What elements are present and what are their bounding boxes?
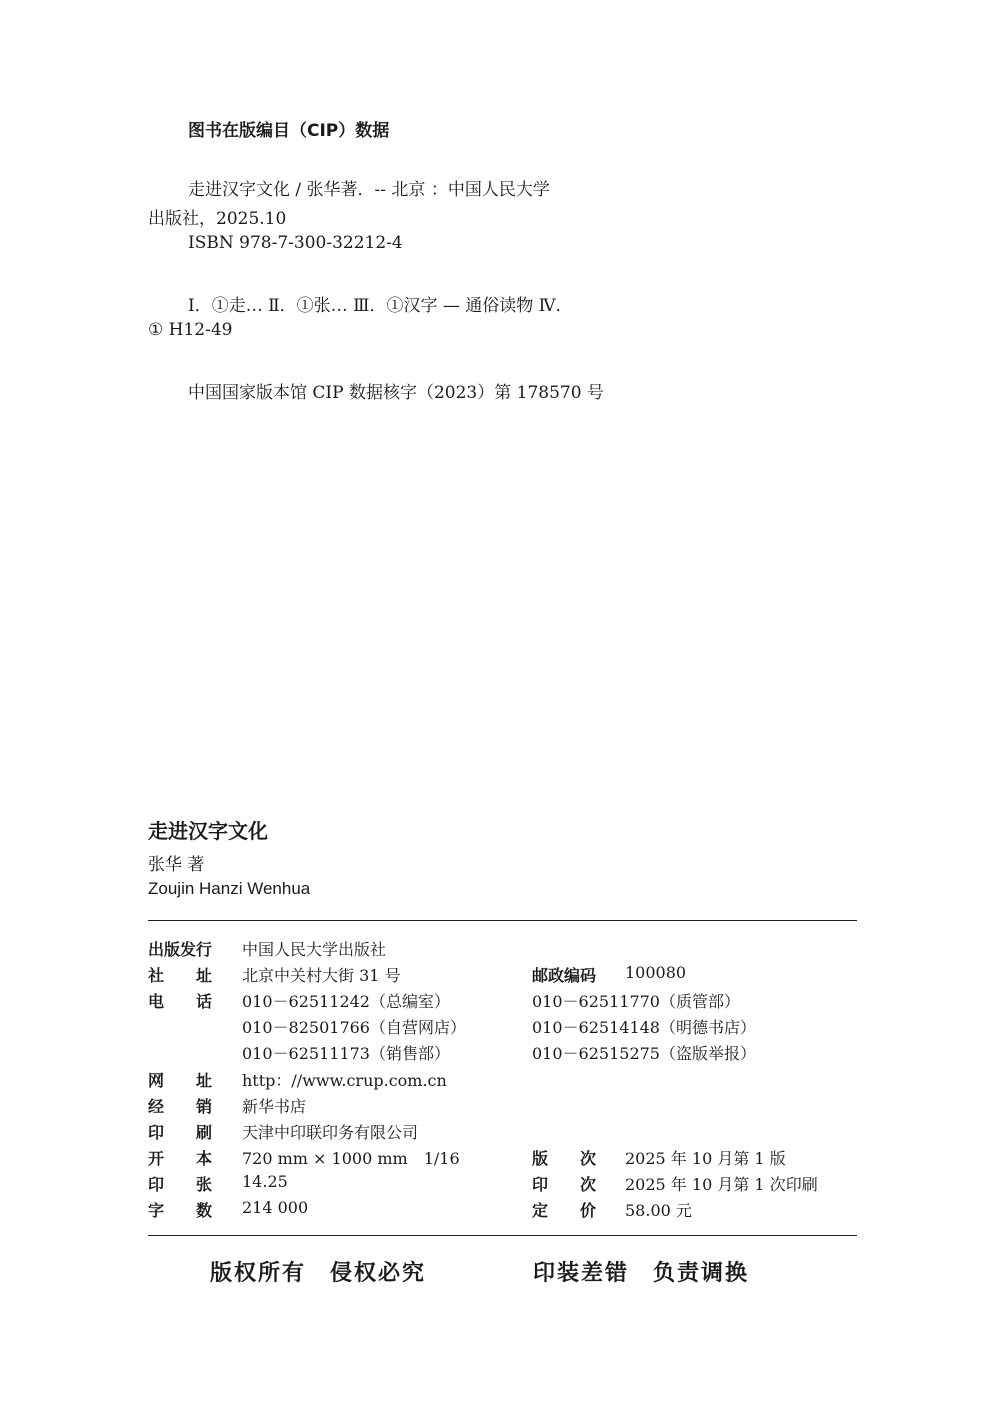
printing-label: 印 次 — [532, 1175, 597, 1194]
address-value: 北京中关村大街 31 号 — [242, 966, 401, 985]
phone-piracy-report: 010－62515275（盗版举报） — [532, 1044, 756, 1063]
edition-value: 2025 年 10 月第 1 版 — [625, 1149, 786, 1168]
website-label: 网 址 — [148, 1071, 213, 1090]
website-link[interactable]: http：//www.crup.com.cn — [242, 1071, 447, 1090]
address-label: 社 址 — [148, 966, 213, 985]
format-label: 开 本 — [148, 1149, 213, 1168]
cip-line-classification: ① H12-49 — [148, 320, 233, 340]
top-divider — [148, 920, 857, 921]
cip-line-title-author: 走进汉字文化 / 张华著．-- 北京 ：中国人民大学 — [188, 180, 550, 200]
postcode-value: 100080 — [625, 963, 687, 982]
word-count-label: 字 数 — [148, 1201, 213, 1220]
phone-quality: 010－62511770（质管部） — [532, 992, 740, 1011]
publisher-value: 中国人民大学出版社 — [242, 940, 387, 959]
distributor-value: 新华书店 — [242, 1097, 307, 1116]
phone-editorial: 010－62511242（总编室） — [242, 992, 450, 1011]
cip-title: 图书在版编目（CIP）数据 — [188, 121, 390, 141]
book-author: 张华 著 — [148, 855, 205, 875]
phone-mingde-bookstore: 010－62514148（明德书店） — [532, 1018, 756, 1037]
copyright-notice: 版权所有 侵权必究 — [210, 1260, 427, 1286]
postcode-label: 邮政编码 — [532, 966, 597, 985]
edition-label: 版 次 — [532, 1149, 597, 1168]
printer-label: 印 刷 — [148, 1123, 213, 1142]
cip-line-record-number: 中国国家版本馆 CIP 数据核字（2023）第 178570 号 — [188, 383, 604, 403]
bottom-divider — [148, 1235, 857, 1236]
format-value: 720 mm × 1000 mm 1/16 — [242, 1149, 460, 1168]
distributor-label: 经 销 — [148, 1097, 213, 1116]
book-pinyin-title: Zoujin Hanzi Wenhua — [148, 879, 311, 898]
sheets-value: 14.25 — [242, 1172, 288, 1191]
book-title: 走进汉字文化 — [148, 819, 268, 843]
misprint-notice: 印装差错 负责调换 — [533, 1260, 750, 1286]
cip-line-subjects: Ⅰ．①走… Ⅱ．①张… Ⅲ．①汉字 — 通俗读物 Ⅳ． — [188, 296, 573, 316]
publisher-label: 出版发行 — [148, 940, 213, 959]
cip-line-publisher-date: 出版社，2025.10 — [148, 209, 287, 229]
sheets-label: 印 张 — [148, 1175, 213, 1194]
word-count-value: 214 000 — [242, 1198, 309, 1217]
phone-online-store: 010－82501766（自营网店） — [242, 1018, 466, 1037]
phone-label: 电 话 — [148, 992, 213, 1011]
cip-line-isbn: ISBN 978-7-300-32212-4 — [188, 233, 403, 253]
phone-sales: 010－62511173（销售部） — [242, 1044, 450, 1063]
price-label: 定 价 — [532, 1201, 597, 1220]
printing-value: 2025 年 10 月第 1 次印刷 — [625, 1175, 818, 1194]
printer-value: 天津中印联印务有限公司 — [242, 1123, 419, 1142]
price-value: 58.00 元 — [625, 1201, 692, 1220]
